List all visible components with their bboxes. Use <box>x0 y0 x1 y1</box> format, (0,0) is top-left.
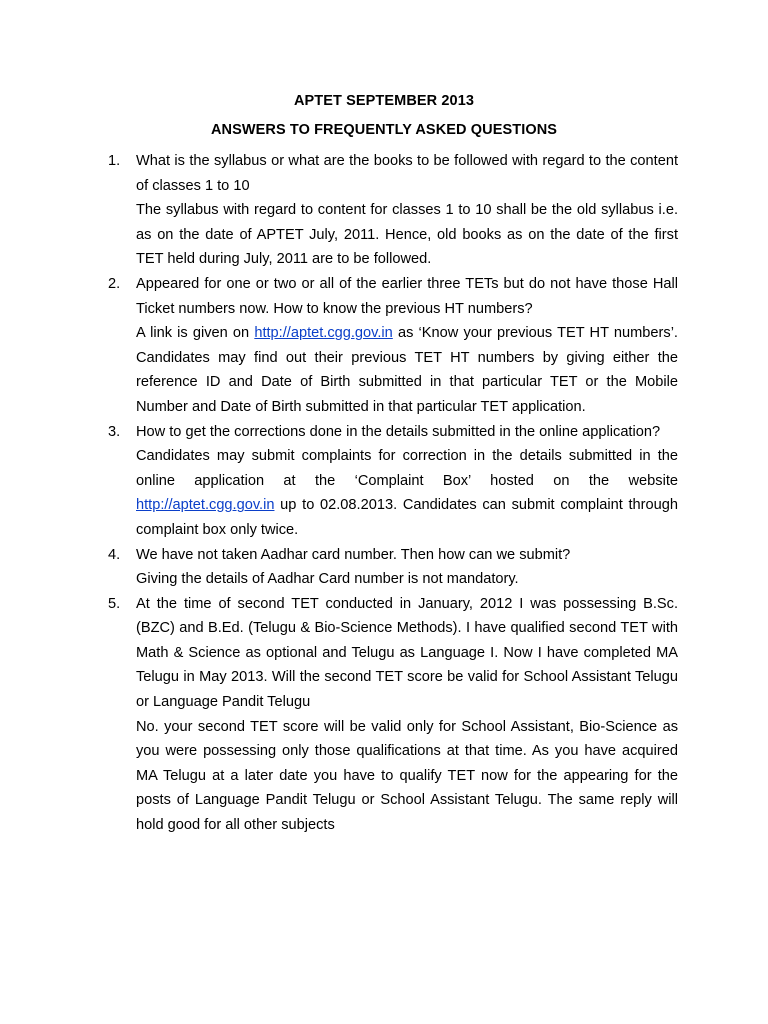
faq-number: 1. <box>108 153 121 169</box>
faq-question: How to get the corrections done in the details submitted in the online application? <box>136 423 661 440</box>
faq-list <box>108 149 678 838</box>
faq-item-1 <box>108 149 678 272</box>
faq-answer <box>136 444 678 542</box>
faq-question: At the time of second TET conducted in January, 2012 I was possessing B.Sc. (BZC) and B.Ed. (Telugu & Bio-Science Methods). I have qualified second TET with Math & Science as optional and Telugu as Language I. Now I have completed MA Telugu in May 2013. Will the second TET score be valid for School Assistant Telugu or Language Pandit Telugu <box>136 595 678 711</box>
faq-question: Appeared for one or two or all of the earlier three TETs but do not have those Hall Ticket numbers now. How to know the previous HT numbers? <box>136 275 678 317</box>
faq-item-4 <box>108 543 678 592</box>
faq-number: 3. <box>108 423 121 440</box>
aptet-website-link[interactable]: http://aptet.cgg.gov.in <box>254 325 393 342</box>
faq-answer-text: Candidates may submit complaints for correction in the details submitted in the online application at the ‘Complaint Box’ hosted on the website <box>136 448 678 489</box>
faq-item-2 <box>108 272 678 420</box>
faq-answer: No. your second TET score will be valid only for School Assistant, Bio-Science as you were possessing only those qualifications at that time. As you have acquired MA Telugu at a later date you have to qualify TET now for the appearing for the posts of Language Pandit Telugu or School Assistant Telugu. The same reply will hold good for all other subjects <box>136 718 678 834</box>
faq-answer: Giving the details of Aadhar Card number is not mandatory. <box>136 571 519 588</box>
faq-number: 4. <box>108 546 121 563</box>
faq-answer-text: as ‘Know your previous TET HT numbers’. Candidates may find out their previous TET HT numbers by giving either the reference ID and Date of Birth submitted in that particular TET or the Mobile Number and Date of Birth submitted in that particular TET application. <box>136 325 678 415</box>
aptet-website-link[interactable]: http://aptet.cgg.gov.in <box>136 497 275 514</box>
faq-number: 5. <box>108 595 121 612</box>
faq-item-5 <box>108 592 678 838</box>
faq-item-3 <box>108 420 678 543</box>
faq-answer: The syllabus with regard to content for classes 1 to 10 shall be the old syllabus i.e. as on the date of APTET July, 2011. Hence, old books as on the date of the first TET held during July, 2011 are to be followed. <box>136 202 678 268</box>
document-title: APTET SEPTEMBER 2013 <box>293 93 475 109</box>
document-subtitle: ANSWERS TO FREQUENTLY ASKED QUESTIONS <box>210 122 558 138</box>
faq-answer <box>136 321 678 419</box>
faq-answer-text: A link is given on <box>136 325 255 342</box>
faq-question: What is the syllabus or what are the books to be followed with regard to the content of classes 1 to 10 <box>136 153 678 194</box>
faq-answer-text: up to 02.08.2013. Candidates can submit complaint through complaint box only twice. <box>136 497 678 538</box>
faq-number: 2. <box>108 275 121 292</box>
faq-question: We have not taken Aadhar card number. Then how can we submit? <box>136 546 571 563</box>
